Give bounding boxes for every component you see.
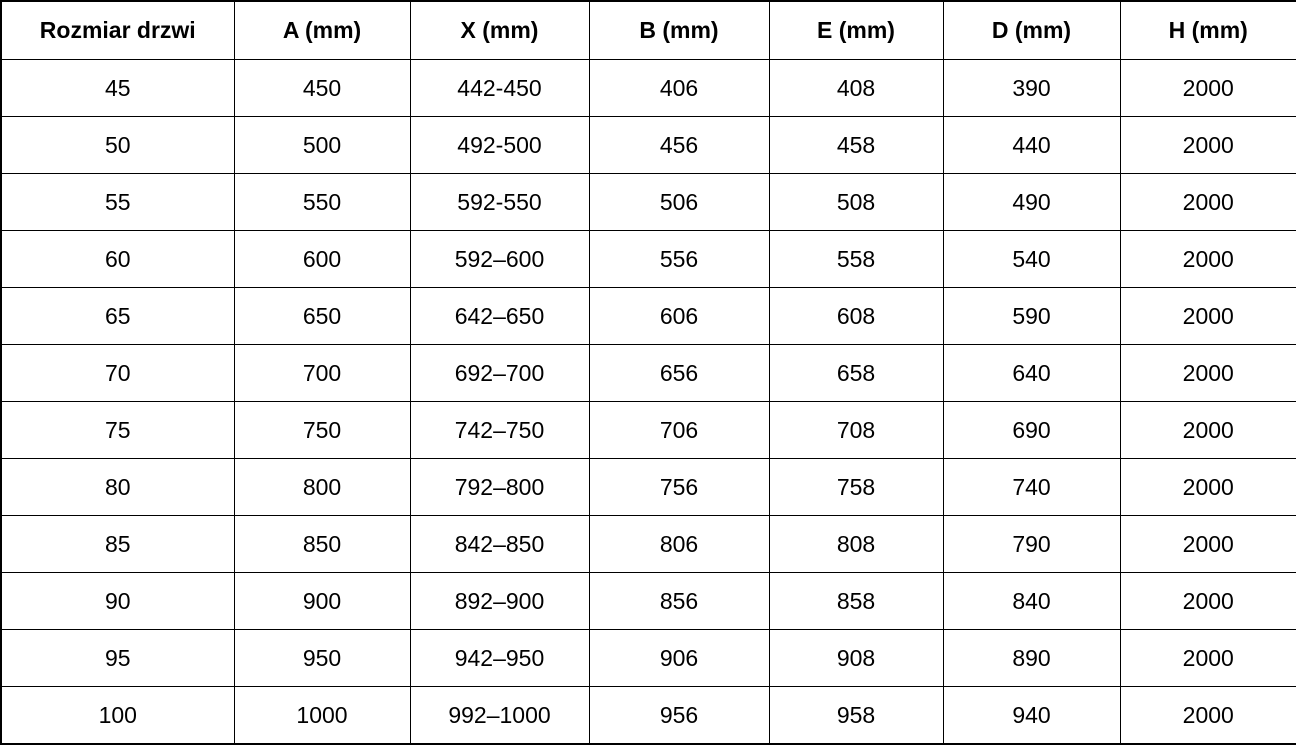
table-row xyxy=(1,459,1296,516)
table-cell: 900 xyxy=(234,573,410,630)
table-cell: 60 xyxy=(1,231,234,288)
table-cell: 458 xyxy=(769,117,943,174)
table-cell: 85 xyxy=(1,516,234,573)
column-header: D (mm) xyxy=(943,1,1120,60)
table-cell: 958 xyxy=(769,687,943,745)
table-row xyxy=(1,117,1296,174)
table-cell: 1000 xyxy=(234,687,410,745)
table-cell: 65 xyxy=(1,288,234,345)
table-cell: 808 xyxy=(769,516,943,573)
table-cell: 55 xyxy=(1,174,234,231)
table-cell: 540 xyxy=(943,231,1120,288)
table-cell: 80 xyxy=(1,459,234,516)
table-cell: 450 xyxy=(234,60,410,117)
table-cell: 800 xyxy=(234,459,410,516)
table-row xyxy=(1,630,1296,687)
table-cell: 390 xyxy=(943,60,1120,117)
table-header-row xyxy=(1,1,1296,60)
table-row xyxy=(1,402,1296,459)
table-cell: 908 xyxy=(769,630,943,687)
table-cell: 592-550 xyxy=(410,174,589,231)
table-cell: 950 xyxy=(234,630,410,687)
table-cell: 590 xyxy=(943,288,1120,345)
table-row xyxy=(1,573,1296,630)
table-cell: 690 xyxy=(943,402,1120,459)
table-cell: 656 xyxy=(589,345,769,402)
table-cell: 642–650 xyxy=(410,288,589,345)
table-cell: 740 xyxy=(943,459,1120,516)
table-row xyxy=(1,345,1296,402)
table-cell: 100 xyxy=(1,687,234,745)
table-row xyxy=(1,231,1296,288)
table-cell: 992–1000 xyxy=(410,687,589,745)
table-cell: 790 xyxy=(943,516,1120,573)
column-header: X (mm) xyxy=(410,1,589,60)
table-row xyxy=(1,60,1296,117)
table-cell: 70 xyxy=(1,345,234,402)
table-cell: 75 xyxy=(1,402,234,459)
table-cell: 742–750 xyxy=(410,402,589,459)
column-header: E (mm) xyxy=(769,1,943,60)
table-cell: 756 xyxy=(589,459,769,516)
table-cell: 2000 xyxy=(1120,687,1296,745)
table-cell: 2000 xyxy=(1120,174,1296,231)
table-cell: 500 xyxy=(234,117,410,174)
table-cell: 806 xyxy=(589,516,769,573)
table-cell: 640 xyxy=(943,345,1120,402)
table-cell: 456 xyxy=(589,117,769,174)
table-cell: 892–900 xyxy=(410,573,589,630)
table-row xyxy=(1,174,1296,231)
table-cell: 2000 xyxy=(1120,288,1296,345)
table-cell: 2000 xyxy=(1120,117,1296,174)
table-cell: 708 xyxy=(769,402,943,459)
column-header: A (mm) xyxy=(234,1,410,60)
table-cell: 2000 xyxy=(1120,345,1296,402)
table-cell: 508 xyxy=(769,174,943,231)
table-row xyxy=(1,516,1296,573)
table-cell: 550 xyxy=(234,174,410,231)
table-cell: 700 xyxy=(234,345,410,402)
table-cell: 50 xyxy=(1,117,234,174)
table-cell: 408 xyxy=(769,60,943,117)
table-cell: 850 xyxy=(234,516,410,573)
table-cell: 2000 xyxy=(1120,573,1296,630)
table-cell: 658 xyxy=(769,345,943,402)
table-cell: 2000 xyxy=(1120,516,1296,573)
table-cell: 890 xyxy=(943,630,1120,687)
table-cell: 2000 xyxy=(1120,459,1296,516)
column-header: H (mm) xyxy=(1120,1,1296,60)
column-header: Rozmiar drzwi xyxy=(1,1,234,60)
table-cell: 758 xyxy=(769,459,943,516)
table-cell: 956 xyxy=(589,687,769,745)
table-cell: 650 xyxy=(234,288,410,345)
table-cell: 2000 xyxy=(1120,60,1296,117)
table-cell: 490 xyxy=(943,174,1120,231)
table-cell: 440 xyxy=(943,117,1120,174)
table-row xyxy=(1,687,1296,745)
table-cell: 558 xyxy=(769,231,943,288)
column-header: B (mm) xyxy=(589,1,769,60)
table-cell: 45 xyxy=(1,60,234,117)
table-cell: 2000 xyxy=(1120,630,1296,687)
table-cell: 90 xyxy=(1,573,234,630)
table-cell: 2000 xyxy=(1120,231,1296,288)
table-cell: 940 xyxy=(943,687,1120,745)
table-cell: 942–950 xyxy=(410,630,589,687)
table-cell: 750 xyxy=(234,402,410,459)
table-cell: 95 xyxy=(1,630,234,687)
table-cell: 506 xyxy=(589,174,769,231)
table-cell: 606 xyxy=(589,288,769,345)
table-cell: 840 xyxy=(943,573,1120,630)
table-cell: 858 xyxy=(769,573,943,630)
table-cell: 492-500 xyxy=(410,117,589,174)
table-cell: 592–600 xyxy=(410,231,589,288)
table-cell: 692–700 xyxy=(410,345,589,402)
table-body xyxy=(1,60,1296,745)
table-cell: 600 xyxy=(234,231,410,288)
table-cell: 556 xyxy=(589,231,769,288)
table-cell: 792–800 xyxy=(410,459,589,516)
table-cell: 2000 xyxy=(1120,402,1296,459)
table-cell: 906 xyxy=(589,630,769,687)
table-cell: 856 xyxy=(589,573,769,630)
table-cell: 442-450 xyxy=(410,60,589,117)
table-row xyxy=(1,288,1296,345)
table-cell: 608 xyxy=(769,288,943,345)
table-cell: 706 xyxy=(589,402,769,459)
table-cell: 406 xyxy=(589,60,769,117)
table-cell: 842–850 xyxy=(410,516,589,573)
